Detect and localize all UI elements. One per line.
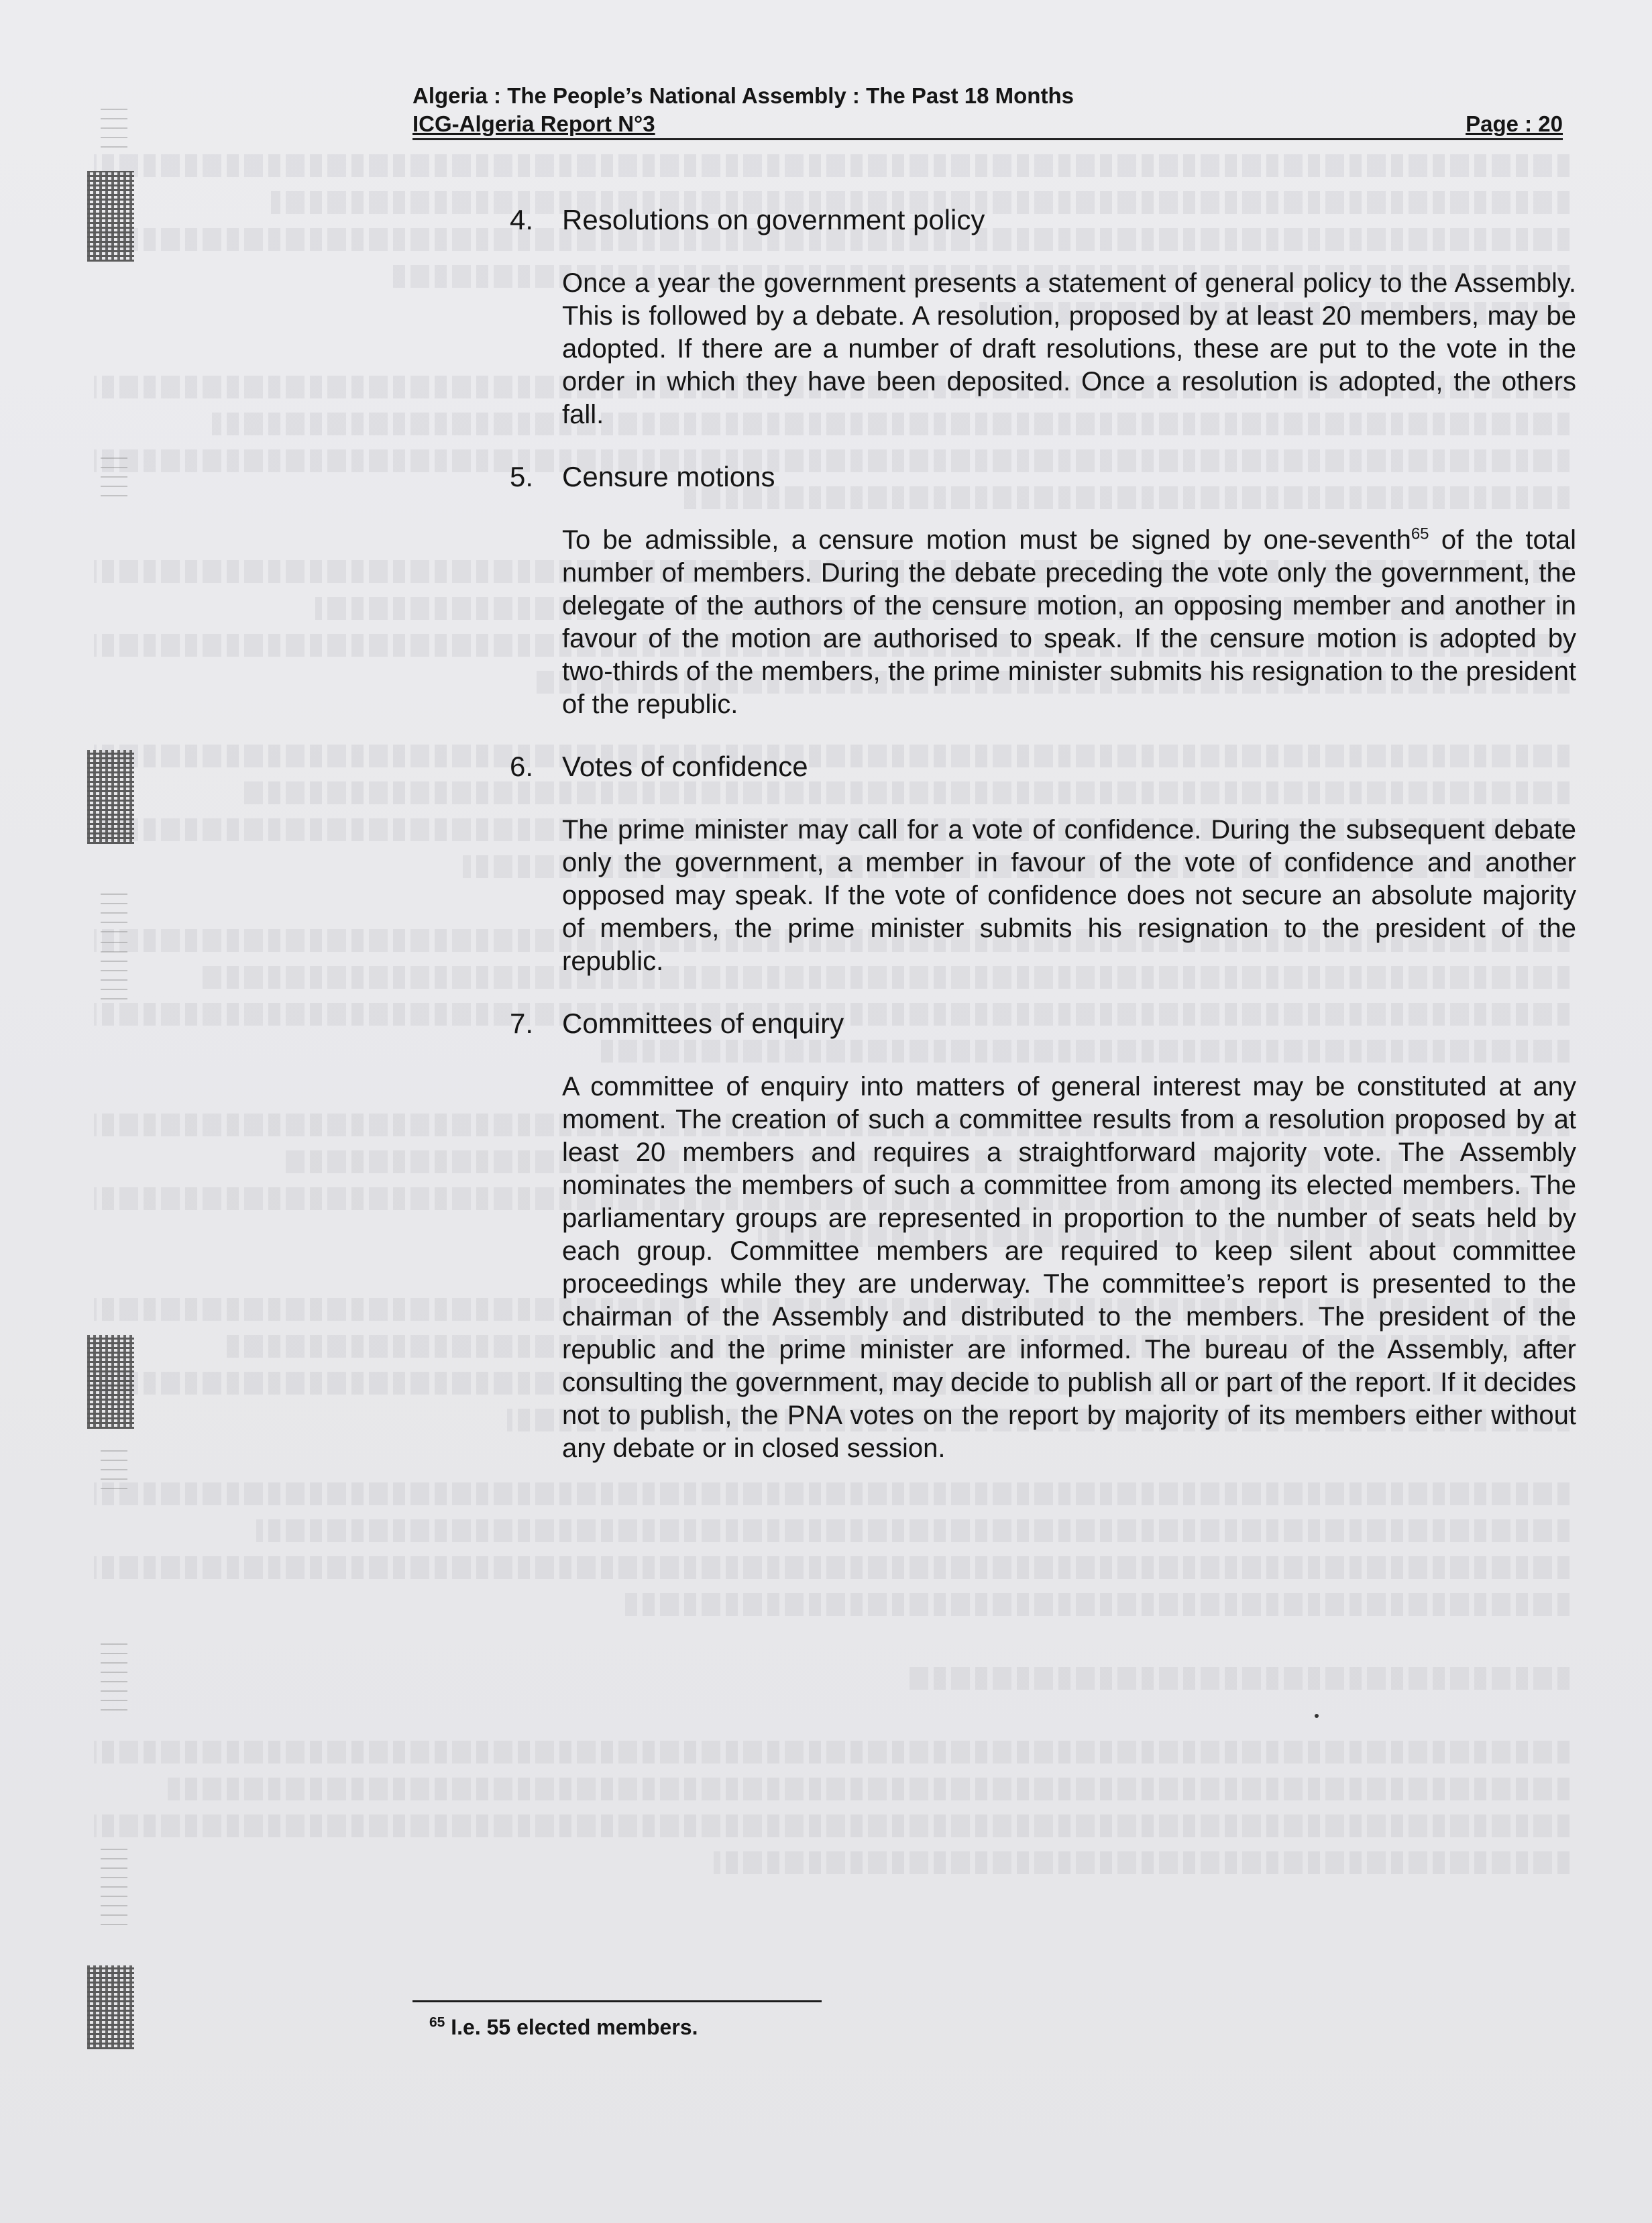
page-number: Page : 20 (1466, 111, 1563, 136)
section-censure-motions (510, 458, 1576, 721)
section-heading (510, 458, 1576, 496)
section-paragraph: The prime minister may call for a vote of confidence. During the subsequent debate only the government, a member in favour of the vote of confidence and another opposed may speak. If the vote of confidence does not secure an absolute majority of members, the prime minister submits his resignation to the president of the republic. (562, 815, 1576, 976)
footnote (429, 2012, 698, 2042)
header-subline (412, 110, 1563, 140)
footnote-text: I.e. 55 elected members. (445, 2015, 698, 2039)
binding-hole-mark (87, 750, 134, 844)
header-title: Algeria : The People’s National Assembly : The Past 18 Months (412, 83, 1074, 108)
binding-hole-mark (87, 1965, 134, 2049)
scan-speckle (101, 892, 127, 932)
section-paragraph: Once a year the government presents a statement of general policy to the Assembly. This is followed by a debate. A resolution, proposed by at least 20 members, may be adopted. If there are a number of draft resolutions, these are put to the vote in the order in which they have been deposited. Once a resolution is adopted, the others fall. (562, 268, 1576, 429)
section-number: 5. (510, 461, 534, 492)
scan-speckle (101, 456, 127, 496)
section-committees-of-enquiry (510, 1005, 1576, 1465)
section-number: 6. (510, 751, 534, 782)
section-votes-of-confidence (510, 748, 1576, 978)
scan-speckle (101, 1643, 127, 1711)
scan-speckle (101, 107, 127, 148)
scan-speckle (101, 1449, 127, 1489)
section-number: 7. (510, 1008, 534, 1039)
header-report-id: ICG-Algeria Report N°3 (412, 111, 655, 136)
footnote-reference[interactable]: 65 (1411, 525, 1429, 543)
section-resolutions (510, 201, 1576, 431)
binding-hole-mark (87, 1335, 134, 1429)
scan-speckle (101, 1845, 127, 1925)
section-heading (510, 201, 1576, 239)
section-number: 4. (510, 204, 534, 235)
section-heading (510, 1005, 1576, 1042)
section-paragraph (562, 524, 1576, 721)
section-title: Resolutions on government policy (562, 204, 985, 235)
footnote-number: 65 (429, 2014, 445, 2030)
footnote-separator (412, 2000, 822, 2002)
page-header (412, 82, 1563, 140)
binding-hole-mark (87, 171, 134, 262)
scan-speckle (101, 939, 127, 999)
paragraph-text: To be admissible, a censure motion must be signed by one-seventh (562, 525, 1411, 555)
section-heading (510, 748, 1576, 785)
paragraph-text: of the total number of members. During the debate preceding the vote only the government, the delegate of the authors of the censure motion, an opposing member and another in favour of the motion are authorised to speak. If the censure motion is adopted by two-thirds of the members, the prime minister submits his resignation to the president of the republic. (562, 525, 1576, 719)
main-content (510, 201, 1576, 1492)
section-paragraph: A committee of enquiry into matters of general interest may be constituted at any moment. The creation of such a committee results from a resolution proposed by at least 20 members and requires a straightforward majority vote. The Assembly nominates the members of such a committee from among its elected members. The parliamentary groups are represented in proportion to the number of seats held by each group. Committee members are required to keep silent about committee proceedings while they are underway. The committee’s report is presented to the chairman of the Assembly and distributed to the members. The president of the republic and the prime minister are informed. The bureau of the Assembly, after consulting the government, may decide to publish all or part of the report. If it decides not to publish, the PNA votes on the report by majority of its members either without any debate or in closed session. (562, 1072, 1576, 1463)
scan-speck (1315, 1714, 1319, 1718)
section-title: Votes of confidence (562, 751, 808, 782)
section-title: Censure motions (562, 461, 775, 492)
section-title: Committees of enquiry (562, 1008, 844, 1039)
